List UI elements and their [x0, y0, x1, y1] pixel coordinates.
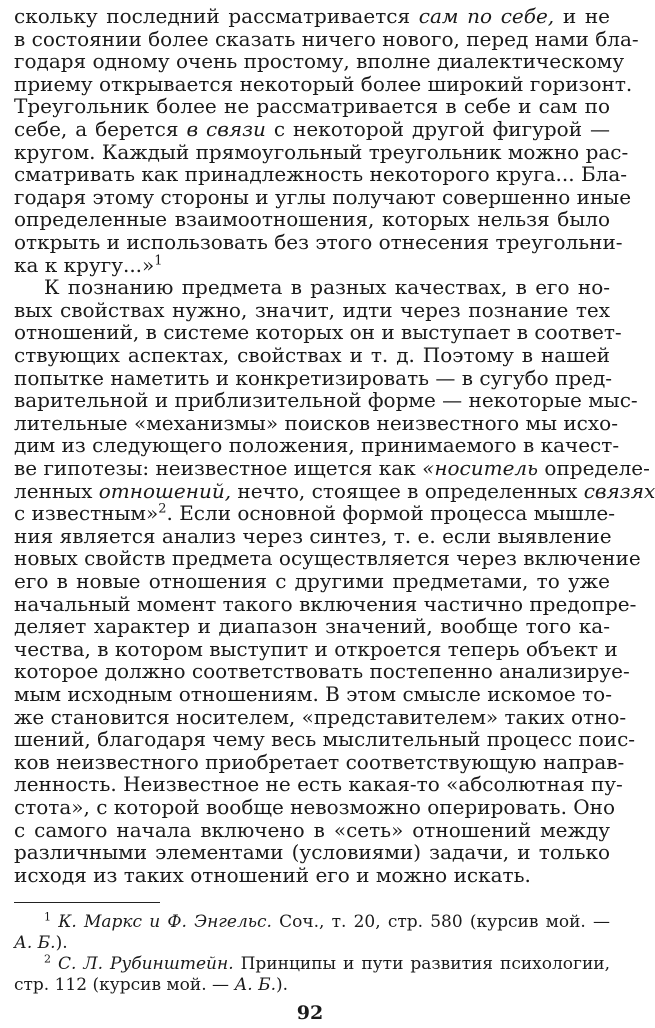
footnote-ref: 1: [154, 252, 163, 268]
body-line: деляет характер и диапазон значений, вообще того ка-: [14, 614, 610, 639]
paragraph-start: К познанию предмета в разных качествах, в его но-: [44, 275, 610, 300]
body-line: ленность. Неизвестное не есть какая-то «абсолютная пу-: [14, 772, 623, 797]
footnote-2-cont: стр. 112 (курсив мой. — А. Б.).: [14, 975, 289, 995]
body-line: различными элементами (условиями) задачи, и только: [14, 840, 610, 865]
body-line: приему открывается некоторый более широкий горизонт.: [14, 71, 633, 96]
body-line: варительной и приблизительной форме — некоторые мыс-: [14, 388, 638, 413]
body-line: скольку последний рассматривается сам по себе, и не: [14, 4, 610, 28]
body-line: Треугольник более не рассматривается в себе и сам по: [14, 94, 610, 119]
body-line: лительные «механизмы» поисков неизвестного мы исхо-: [14, 410, 618, 435]
body-line: стота», с которой вообще невозможно оперировать. Оно: [14, 795, 616, 819]
body-line: сматривать как принадлежность некоторого круга... Бла-: [14, 162, 628, 187]
page-number: 92: [296, 1002, 324, 1024]
body-line: в состоянии более сказать ничего нового, перед нами бла-: [14, 26, 639, 51]
body-line: его в новые отношения с другими предметами, то уже: [14, 569, 610, 593]
body-line: определенные взаимоотношения, которых нельзя было: [14, 207, 610, 232]
body-line: ка к кругу...»$^1$: [14, 252, 163, 277]
body-line: годаря одному очень простому, вполне диалектическому: [14, 49, 625, 74]
body-line: шений, благодаря чему весь мыслительный процесс поис-: [14, 727, 636, 752]
body-line: дим из следующего положения, принимаемого в качест-: [14, 433, 620, 458]
body-line: ния является анализ через синтез, т. е. если выявление: [14, 523, 612, 548]
body-line: же становится носителем, «представителем» таких отно-: [14, 704, 627, 729]
body-line: открыть и использовать без этого отнесения треугольни-: [14, 230, 623, 254]
body-line: с самого начала включено в «сеть» отношений между: [14, 817, 610, 842]
body-line: попытке наметить и конкретизировать — в сугубо пред-: [14, 365, 613, 390]
footnote-2: $^2$ С. Л. Рубинштейн. Принципы и пути развития психологии,: [44, 952, 611, 974]
footnote-1-cont: А. Б.).: [14, 933, 68, 953]
body-line: исходя из таких отношений его и можно искать.: [14, 862, 531, 887]
body-line: начальный момент такого включения частично предопре-: [14, 591, 637, 616]
body-line: с известным»$^2$. Если основной формой процесса мышле-: [14, 501, 616, 526]
body-line: ве гипотезы: неизвестное ищется как «носитель определе-: [14, 456, 650, 480]
body-line: чества, в котором выступит и откроется теперь объект и: [14, 636, 618, 661]
body-line: ствующих аспектах, свойствах и т. д. Поэтому в нашей: [14, 343, 610, 367]
body-line: себе, а берется в связи с некоторой другой фигурой —: [14, 117, 610, 141]
body-line: кругом. Каждый прямоугольный треугольник можно рас-: [14, 139, 629, 164]
body-line: новых свойств предмета осуществляется через включение: [14, 546, 641, 571]
body-line: ленных отношений, нечто, стоящее в определенных связях: [14, 478, 655, 503]
body-line: отношений, в системе которых он и выступает в соответ-: [14, 320, 622, 345]
body-line: ков неизвестного приобретает соответствующую направ-: [14, 749, 625, 774]
body-line: мым исходным отношениям. В этом смысле искомое то-: [14, 682, 612, 706]
body-line: которое должно соответствовать постепенно анализируе-: [14, 659, 630, 684]
footnote-ref: 2: [158, 501, 167, 517]
body-line: вых свойствах нужно, значит, идти через познание тех: [14, 297, 610, 322]
footnote-1: $^1$ К. Маркс и Ф. Энгельс. Соч., т. 20, стр. 580 (курсив мой. —: [44, 910, 610, 932]
body-line: годаря этому стороны и углы получают совершенно иные: [14, 184, 632, 209]
